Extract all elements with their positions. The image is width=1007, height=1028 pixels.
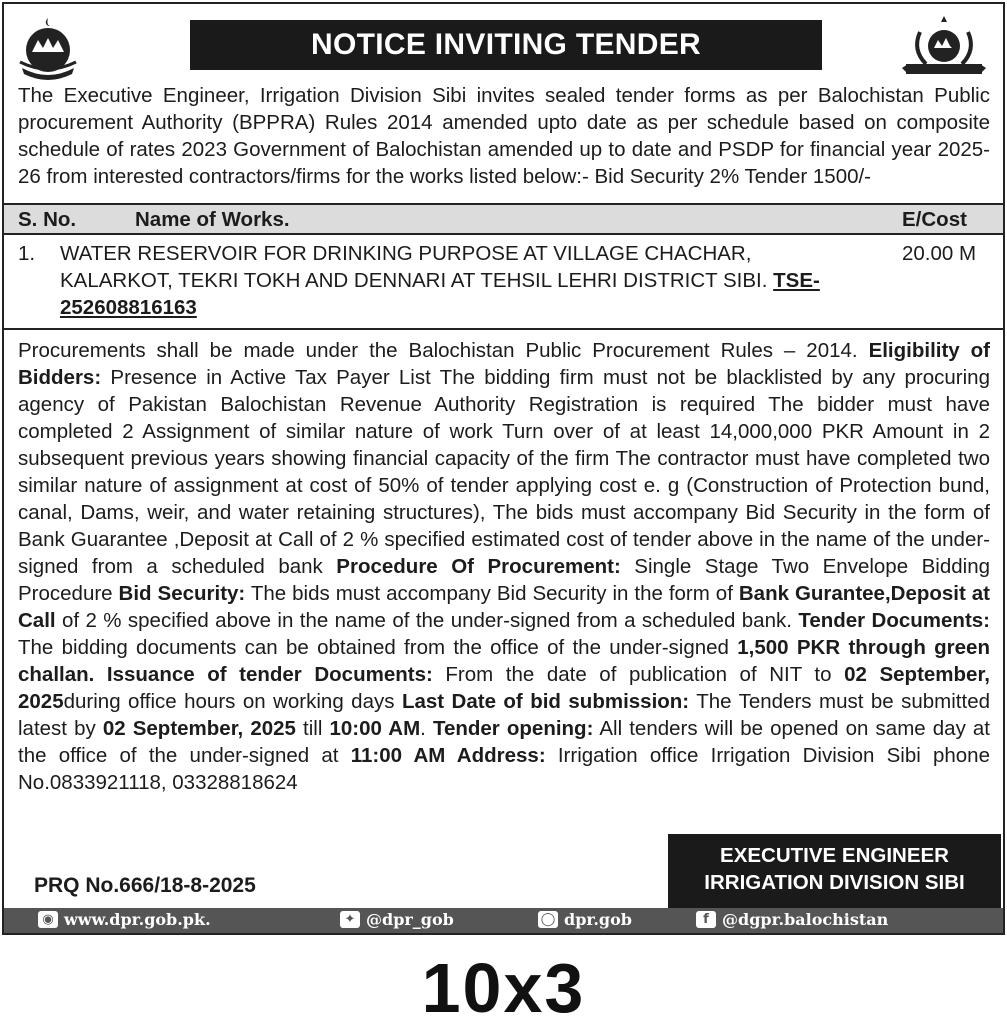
footer-facebook[interactable] (696, 910, 888, 929)
footer-bar (4, 908, 1003, 933)
text-segment: of 2 % specified above in the name of the under-signed from a scheduled bank. (55, 609, 799, 632)
bold-segment: Last Date of bid submission: (401, 690, 690, 713)
footer-instagram-text: dpr.gob (564, 910, 632, 929)
prq-number: PRQ No.666/18-8-2025 (34, 874, 256, 897)
intro-paragraph: The Executive Engineer, Irrigation Division Sibi invites sealed tender forms as per Balochistan Public procurement Authority (BPPRA) Rules 2014 amended upto date as per schedule based on composite schedule of rates 2023 Government of Balochistan amended up to date and PSDP for financial year 2025-26 from interested contractors/firms for the works listed below:- Bid Security 2% Tender 1500/- (18, 84, 990, 188)
footer-facebook-text: @dgpr.balochistan (722, 910, 889, 929)
tender-notice (2, 2, 1005, 935)
works-table-header (4, 203, 1003, 235)
text-segment: The bids must accompany Bid Security in the form of (245, 582, 739, 605)
bold-segment: Tender opening: (432, 717, 594, 740)
footer-web[interactable] (38, 910, 211, 929)
ad-size-label: 10x3 (421, 949, 586, 1027)
text-segment: All tenders will be opened on same day at the office of the under-signed at (18, 717, 991, 767)
bold-segment: Eligibility of Bidders: (18, 339, 990, 389)
text-segment: Irrigation office Irrigation Division Sibi phone No.0833921118, 03328818624 (18, 744, 990, 794)
bold-segment: Procedure Of Procurement: (336, 555, 621, 578)
text-segment: The Tenders must be submitted latest by (18, 690, 990, 740)
row-work (60, 240, 820, 321)
text-segment: Single Stage Two Envelope Bidding Procedure (18, 555, 991, 605)
bold-segment: 10:00 AM (329, 717, 421, 740)
text-segment: during office hours on working days (63, 690, 402, 713)
col-sno: S. No. (18, 208, 77, 231)
bold-segment: 1,500 PKR through green challan. Issuance of tender Documents: (18, 636, 990, 686)
footer-web-text: www.dpr.gob.pk. (64, 910, 211, 929)
bold-segment: 02 September, 2025 (18, 663, 990, 713)
row-sno: 1. (18, 242, 36, 265)
twitter-icon: ✦ (340, 911, 360, 928)
divider (4, 328, 1003, 330)
bold-segment: Bid Security: (118, 582, 246, 605)
col-cost: E/Cost (902, 208, 967, 231)
tender-conditions (18, 337, 990, 796)
page-title: NOTICE INVITING TENDER (190, 20, 822, 70)
facebook-icon: f (696, 911, 716, 928)
row-cost: 20.00 M (902, 242, 977, 265)
bold-segment: Bank Gurantee,Deposit at Call (18, 582, 990, 632)
work-description: WATER RESERVOIR FOR DRINKING PURPOSE AT VILLAGE CHACHAR, KALARKOT, TEKRI TOKH AND DENNARI AT TEHSIL LEHRI DISTRICT SIBI. (60, 242, 768, 292)
bold-segment: 02 September, 2025 (102, 717, 296, 740)
signature-block (668, 834, 1001, 909)
bold-segment: Tender Documents: (798, 609, 990, 632)
bold-segment: 11:00 AM Address: (350, 744, 546, 767)
text-segment: till (295, 717, 330, 740)
text-segment: Procurements shall be made under the Balochistan Public Procurement Rules – 2014. (18, 339, 869, 362)
table-row (4, 233, 1003, 329)
signature-office: IRRIGATION DIVISION SIBI (704, 871, 965, 894)
footer-instagram[interactable] (538, 910, 632, 929)
instagram-icon: ◯ (538, 911, 558, 928)
footer-twitter[interactable] (340, 910, 454, 929)
footer-twitter-text: @dpr_gob (366, 910, 454, 929)
text-segment: Presence in Active Tax Payer List The bidding firm must not be blacklisted by any procuring agency of Pakistan Balochistan Revenue Authority Registration is required The bidder must have completed 2 Assignment of similar nature of work Turn over of at least 14,000,000 PKR Amount in 2 subsequent previous years showing financial capacity of the firm The contractor must have completed two similar nature of assignment at cost of 50% of tender applying cost e. g (Construction of Protection bund, canal, Dams, weir, and water retaining structures), The bids must accompany Bid Security in the form of Bank Guarantee ,Deposit at Call of 2 % specified estimated cost of tender above in the name of the under-signed from a scheduled bank (18, 366, 990, 578)
signature-title: EXECUTIVE ENGINEER (720, 844, 949, 867)
col-works: Name of Works. (135, 208, 290, 231)
globe-icon: ◉ (38, 911, 58, 928)
government-crest-icon (894, 12, 994, 84)
text-segment: The bidding documents can be obtained from the office of the under-signed (18, 636, 738, 659)
text-segment: . (420, 717, 433, 740)
balochistan-emblem-icon (12, 12, 84, 84)
text-segment: From the date of publication of NIT to (432, 663, 845, 686)
tse-number: TSE-252608816163 (60, 269, 820, 319)
